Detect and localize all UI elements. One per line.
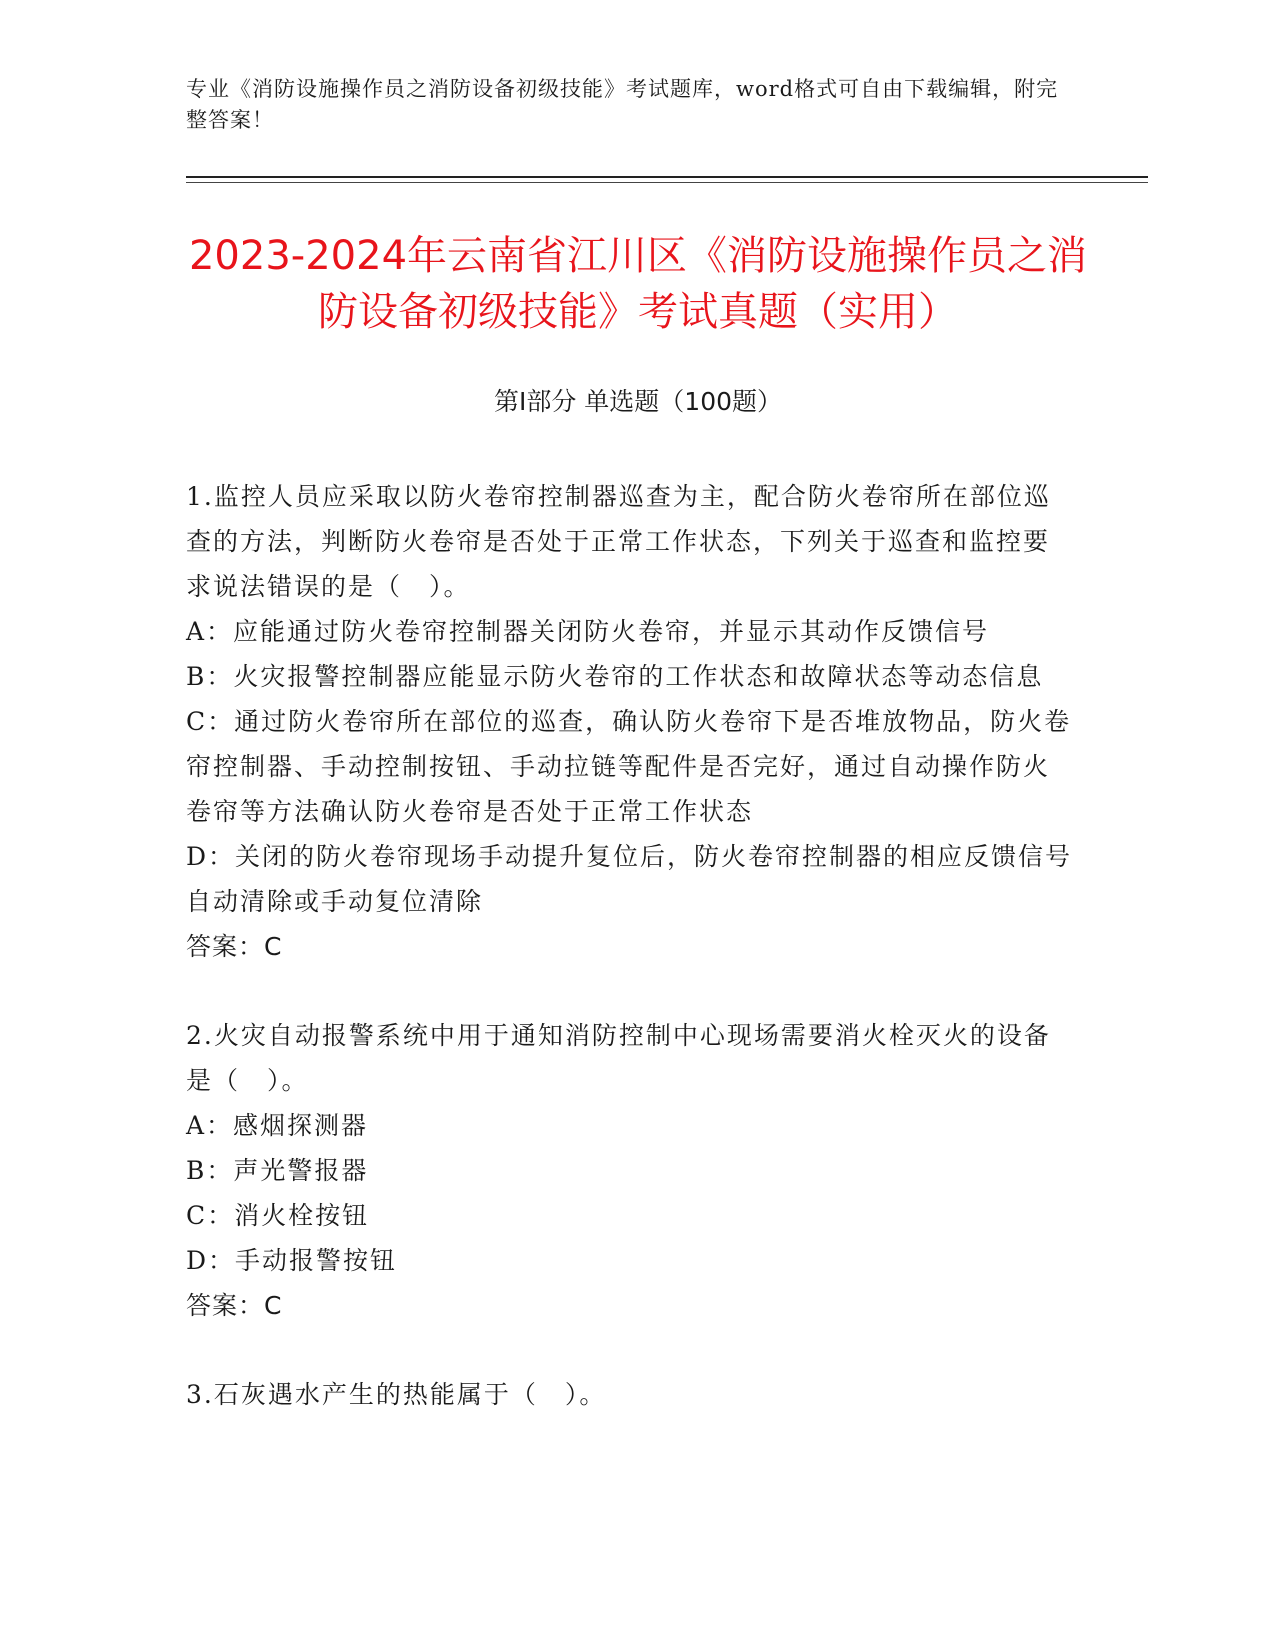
section-heading: 第Ⅰ部分 单选题（100题） bbox=[493, 387, 783, 416]
option-d: D：手动报警按钮 bbox=[186, 1246, 398, 1275]
answer: 答案：C bbox=[186, 1291, 283, 1320]
answer: 答案：C bbox=[186, 932, 283, 961]
option-c: C：消火栓按钮 bbox=[186, 1201, 370, 1230]
question-2 bbox=[186, 1013, 1076, 1328]
option-a: A：感烟探测器 bbox=[186, 1111, 369, 1140]
question-stem: 2.火灾自动报警系统中用于通知消防控制中心现场需要消火栓灭火的设备是（ ）。 bbox=[186, 1021, 1051, 1095]
option-a: A：应能通过防火卷帘控制器关闭防火卷帘，并显示其动作反馈信号 bbox=[186, 617, 990, 646]
option-b: B：声光警报器 bbox=[186, 1156, 369, 1185]
option-c: C：通过防火卷帘所在部位的巡查，确认防火卷帘下是否堆放物品，防火卷帘控制器、手动控制按钮、手动拉链等配件是否完好，通过自动操作防火卷帘等方法确认防火卷帘是否处于正常工作状态 bbox=[186, 707, 1072, 826]
document-title: 2023-2024年云南省江川区《消防设施操作员之消防设备初级技能》考试真题（实用） bbox=[188, 233, 1088, 335]
question-3 bbox=[186, 1372, 1076, 1417]
option-d: D：关闭的防火卷帘现场手动提升复位后，防火卷帘控制器的相应反馈信号自动清除或手动复位清除 bbox=[186, 842, 1073, 916]
option-b: B：火灾报警控制器应能显示防火卷帘的工作状态和故障状态等动态信息 bbox=[186, 662, 1044, 691]
header-divider-thin bbox=[186, 182, 1148, 183]
question-1 bbox=[186, 474, 1076, 969]
question-stem: 1.监控人员应采取以防火卷帘控制器巡查为主，配合防火卷帘所在部位巡查的方法，判断防火卷帘是否处于正常工作状态，下列关于巡查和监控要求说法错误的是（ ）。 bbox=[186, 482, 1051, 601]
header-divider-thick bbox=[186, 176, 1148, 178]
header-note: 专业《消防设施操作员之消防设备初级技能》考试题库，word格式可自由下载编辑，附完整答案！ bbox=[186, 77, 1059, 132]
question-list bbox=[186, 474, 1076, 1461]
question-stem: 3.石灰遇水产生的热能属于（ ）。 bbox=[186, 1380, 607, 1409]
